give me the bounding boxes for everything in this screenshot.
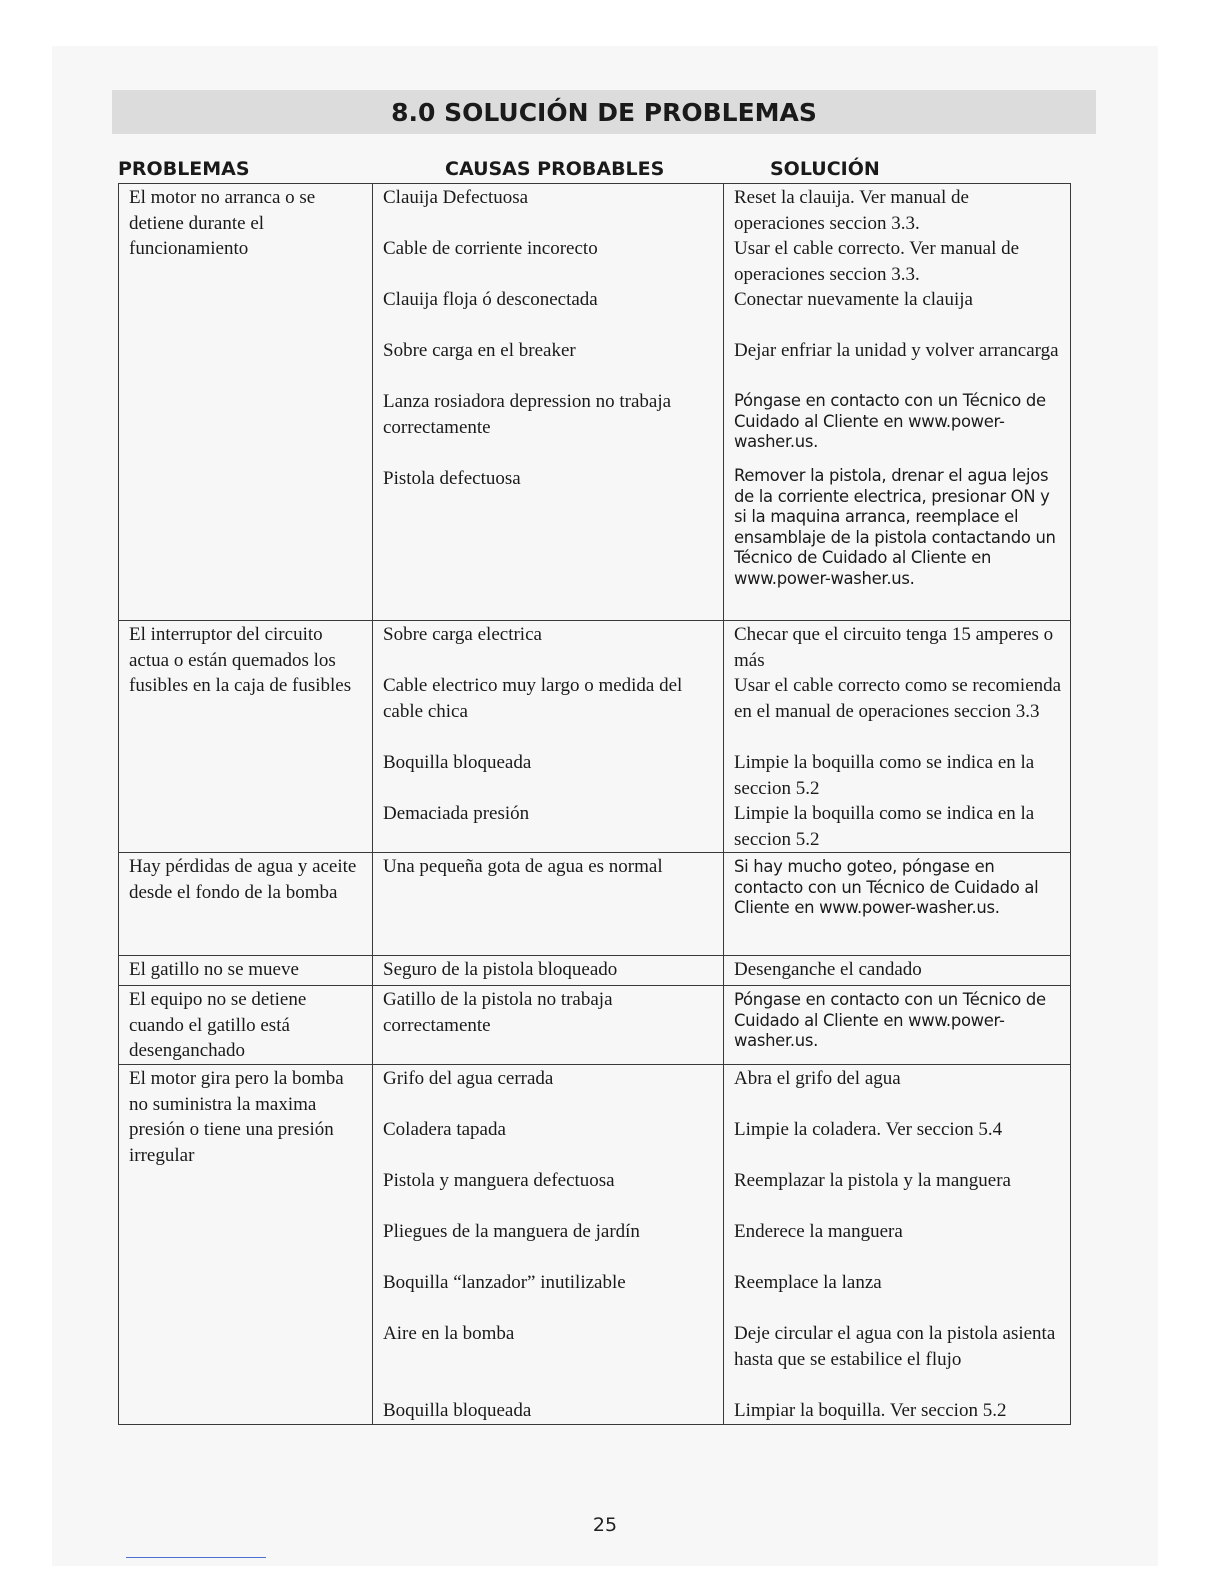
causes-cell (373, 184, 724, 621)
cause-text: Cable de corriente incorecto (383, 238, 598, 259)
cause-text: Boquilla bloqueada (383, 1399, 532, 1421)
problem-text: El motor no arranca o se detiene durante el funcionamiento (129, 187, 316, 260)
cause-text: Pistola defectuosa (383, 468, 521, 489)
solution-text: Abra el grifo del agua (734, 1067, 901, 1089)
cause-text: Clauija floja ó desconectada (383, 289, 598, 310)
page-number: 25 (592, 1514, 618, 1536)
table-row (119, 621, 1071, 853)
table-row (119, 184, 1071, 621)
cause-text: Sobre carga electrica (383, 624, 542, 645)
table-row (119, 1064, 1071, 1424)
table-row (119, 853, 1071, 956)
solution-text: Desenganche el candado (734, 959, 922, 981)
solution-text: Limpie la boquilla como se indica en la seccion 5.2 (734, 803, 1035, 850)
solution-cell (724, 621, 1071, 853)
causes-cell (373, 986, 724, 1065)
solution-text: Reset la clauija. Ver manual de operaciones seccion 3.3. (734, 187, 969, 234)
problem-cell (119, 956, 373, 986)
solution-text: Usar el cable correcto como se recomienda en el manual de operaciones seccion 3.3 (734, 675, 1062, 722)
cause-text: Aire en la bomba (383, 1322, 515, 1344)
solution-text: Limpiar la boquilla. Ver seccion 5.2 (734, 1399, 1007, 1421)
cause-text: Cable electrico muy largo o medida del cable chica (383, 675, 683, 722)
problem-cell (119, 1064, 373, 1424)
cause-text: Pliegues de la manguera de jardín (383, 1220, 640, 1242)
solution-text: Checar que el circuito tenga 15 amperes o más (734, 624, 1054, 671)
solution-text: Conectar nuevamente la clauija (734, 289, 973, 310)
cause-text: Demaciada presión (383, 803, 530, 824)
problem-text: El motor gira pero la bomba no suministra la maxima presión o tiene una presión irregular (129, 1067, 344, 1166)
cause-text: Seguro de la pistola bloqueado (383, 959, 618, 981)
solution-cell (724, 853, 1071, 956)
footer-rule (126, 1557, 266, 1558)
problem-cell (119, 986, 373, 1065)
problem-text: El gatillo no se mueve (129, 959, 299, 981)
cause-text: Coladera tapada (383, 1118, 506, 1140)
solution-text: Usar el cable correcto. Ver manual de operaciones seccion 3.3. (734, 238, 1020, 285)
solution-text: Dejar enfriar la unidad y volver arrancarga (734, 340, 1059, 361)
problem-text: El interruptor del circuito actua o están quemados los fusibles en la caja de fusibles (129, 624, 352, 697)
problem-cell (119, 184, 373, 621)
cause-text: Sobre carga en el breaker (383, 340, 576, 361)
solution-cell (724, 956, 1071, 986)
table-row (119, 986, 1071, 1065)
header-problems: PROBLEMAS (118, 158, 250, 180)
problem-text: El equipo no se detiene cuando el gatillo está desenganchado (129, 989, 307, 1062)
causes-cell (373, 956, 724, 986)
troubleshooting-table (118, 183, 1071, 1425)
causes-cell (373, 621, 724, 853)
solution-cell (724, 1064, 1071, 1424)
solution-text: Remover la pistola, drenar el agua lejos de la corriente electrica, presionar ON y si la maquina arranca, reemplace el ensamblaje de la pistola contactando un Técnico de Cuidado al Cliente en www.power-washer.us. (734, 466, 1056, 588)
solution-text: Enderece la manguera (734, 1220, 903, 1242)
solution-text: Reemplace la lanza (734, 1271, 882, 1293)
solution-text: Póngase en contacto con un Técnico de Cuidado al Cliente en www.power-washer.us. (734, 391, 1046, 452)
solution-text: Si hay mucho goteo, póngase en contacto con un Técnico de Cuidado al Cliente en www.power-washer.us. (734, 857, 1039, 918)
cause-text: Boquilla “lanzador” inutilizable (383, 1271, 626, 1293)
table-row (119, 956, 1071, 986)
cause-text: Lanza rosiadora depression no trabaja correctamente (383, 391, 672, 438)
column-headers (118, 158, 1070, 184)
problem-text: Hay pérdidas de agua y aceite desde el fondo de la bomba (129, 856, 357, 903)
cause-text: Una pequeña gota de agua es normal (383, 856, 663, 878)
cause-text: Clauija Defectuosa (383, 187, 529, 208)
causes-cell (373, 853, 724, 956)
problem-cell (119, 621, 373, 853)
cause-text: Grifo del agua cerrada (383, 1067, 554, 1089)
header-causes: CAUSAS PROBABLES (445, 158, 665, 180)
solution-cell (724, 986, 1071, 1065)
section-title: 8.0 SOLUCIÓN DE PROBLEMAS (112, 90, 1096, 134)
solution-text: Limpie la boquilla como se indica en la seccion 5.2 (734, 752, 1035, 799)
cause-text: Boquilla bloqueada (383, 752, 532, 773)
causes-cell (373, 1064, 724, 1424)
cause-text: Gatillo de la pistola no trabaja correctamente (383, 989, 613, 1036)
solution-cell (724, 184, 1071, 621)
cause-text: Pistola y manguera defectuosa (383, 1169, 615, 1191)
solution-text: Reemplazar la pistola y la manguera (734, 1169, 1011, 1191)
solution-text: Limpie la coladera. Ver seccion 5.4 (734, 1118, 1003, 1140)
solution-text: Deje circular el agua con la pistola asienta hasta que se estabilice el flujo (734, 1322, 1056, 1370)
header-solution: SOLUCIÓN (770, 158, 880, 180)
problem-cell (119, 853, 373, 956)
solution-text: Póngase en contacto con un Técnico de Cuidado al Cliente en www.power-washer.us. (734, 990, 1046, 1051)
